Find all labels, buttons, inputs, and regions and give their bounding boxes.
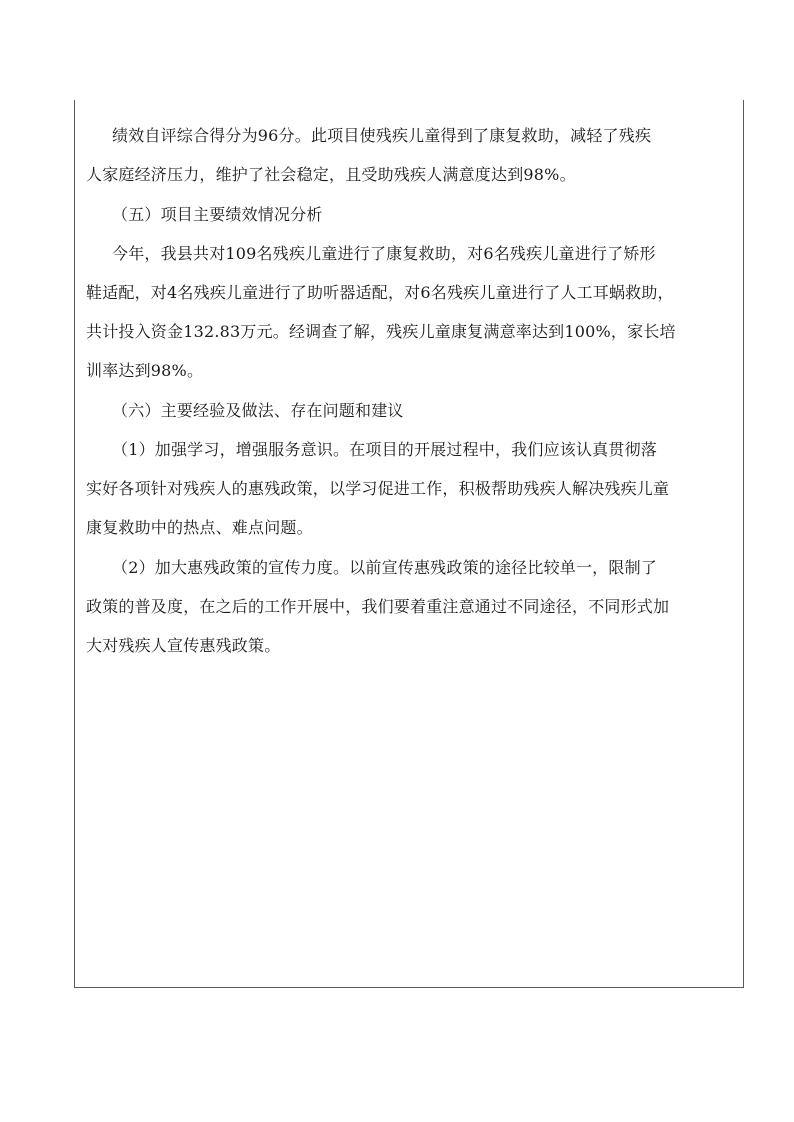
paragraph-line: （1）加强学习，增强服务意识。在项目的开展过程中，我们应该认真贯彻落	[112, 440, 657, 459]
paragraph-line: 今年，我县共对109名残疾儿童进行了康复救助，对6名残疾儿童进行了矫形	[112, 244, 656, 263]
section-heading-5: （五）项目主要绩效情况分析	[112, 205, 323, 224]
paragraph-line: （2）加大惠残政策的宣传力度。以前宣传惠残政策的途径比较单一，限制了	[112, 558, 657, 577]
paragraph-line: 康复救助中的热点、难点问题。	[86, 518, 313, 537]
paragraph-line: 实好各项针对残疾人的惠残政策，以学习促进工作，积极帮助残疾人解决残疾儿童	[86, 479, 670, 498]
paragraph-line: 人家庭经济压力，维护了社会稳定，且受助残疾人满意度达到98%。	[86, 165, 576, 184]
paragraph-line: 绩效自评综合得分为96分。此项目使残疾儿童得到了康复救助，减轻了残疾	[112, 126, 652, 145]
paragraph-line: 共计投入资金132.83万元。经调查了解，残疾儿童康复满意率达到100%，家长培	[86, 322, 676, 341]
paragraph-line: 政策的普及度，在之后的工作开展中，我们要着重注意通过不同途径，不同形式加	[86, 597, 670, 616]
paragraph-line: 训率达到98%。	[86, 361, 204, 380]
paragraph-line: 大对残疾人宣传惠残政策。	[86, 636, 281, 655]
paragraph-line: 鞋适配，对4名残疾儿童进行了助听器适配，对6名残疾儿童进行了人工耳蜗救助，	[86, 283, 674, 302]
section-heading-6: （六）主要经验及做法、存在问题和建议	[112, 401, 404, 420]
